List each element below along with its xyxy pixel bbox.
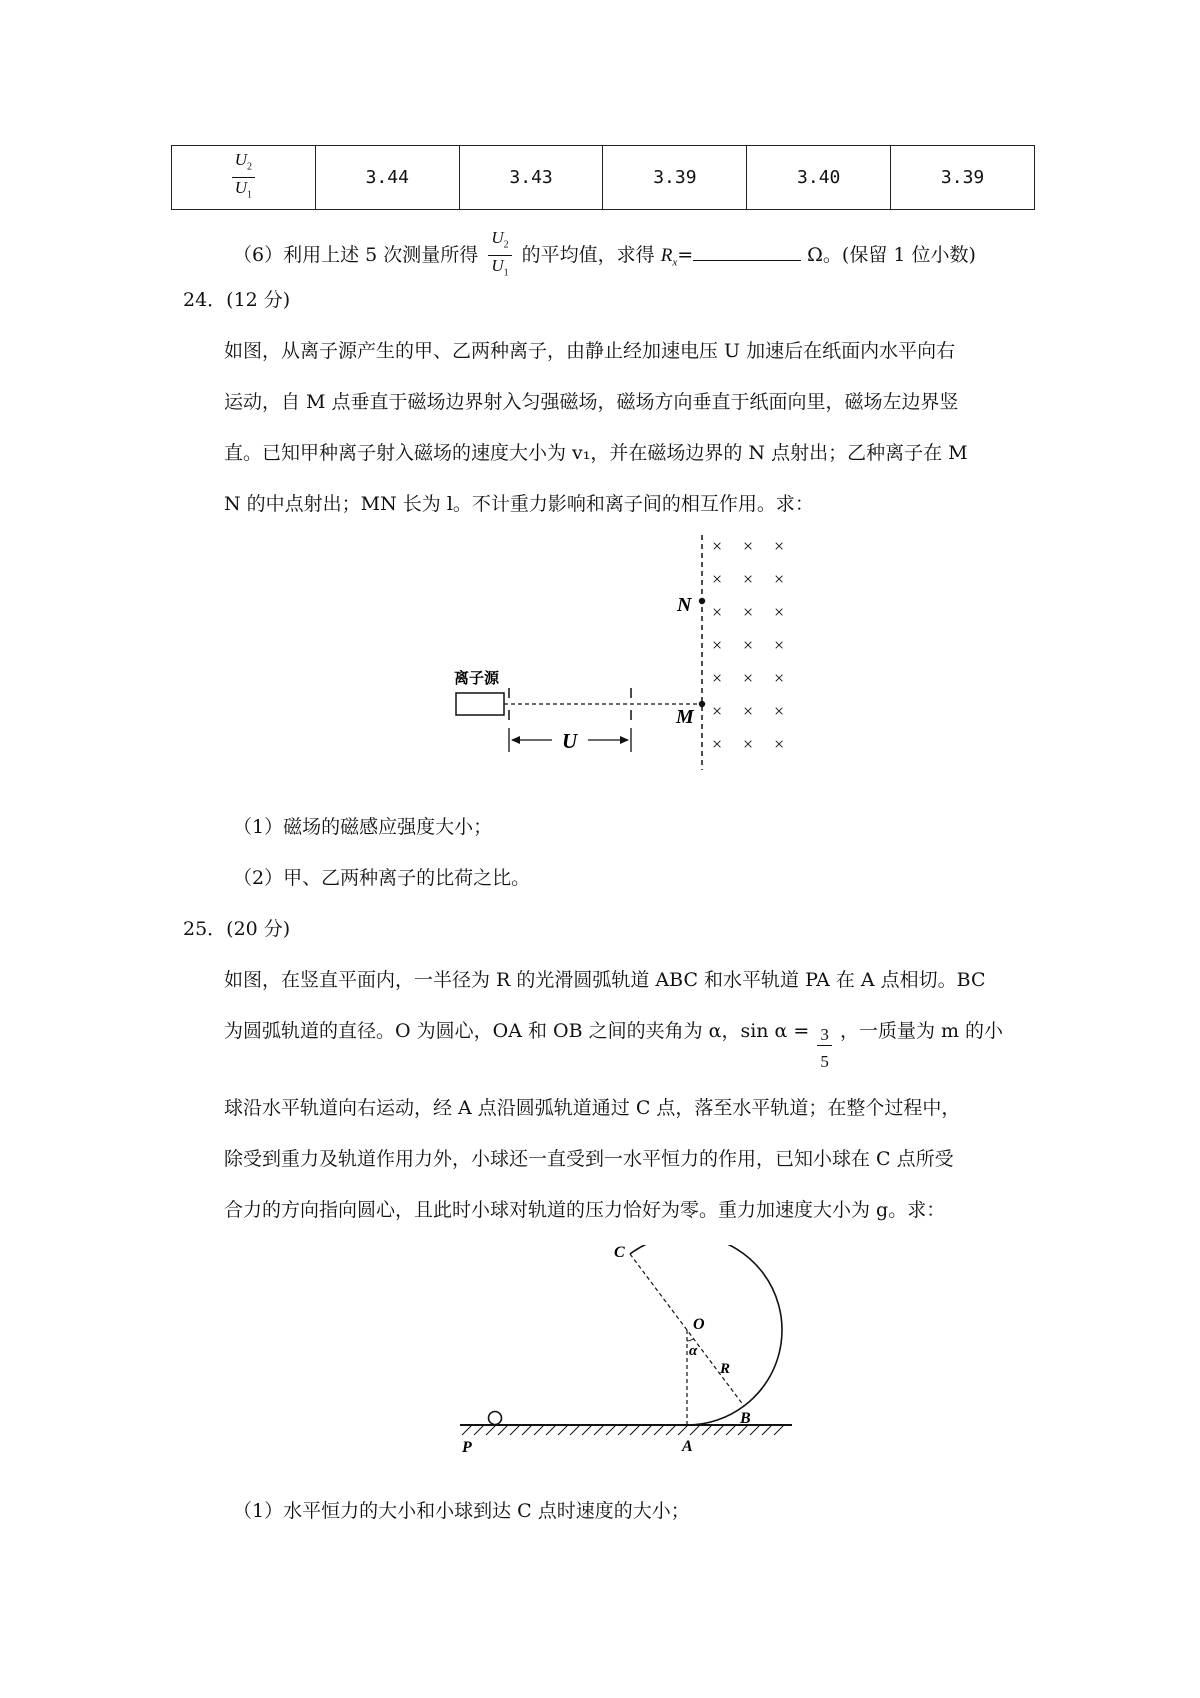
ion-source-label: 离子源	[454, 669, 500, 687]
answer-blank	[693, 242, 801, 261]
field-crosses	[712, 536, 784, 754]
svg-text:×: ×	[712, 668, 723, 688]
ball	[489, 1412, 502, 1425]
svg-text:×: ×	[774, 668, 785, 688]
arc-bc	[630, 1245, 782, 1406]
label-n: N	[677, 594, 692, 616]
svg-text:×: ×	[743, 701, 754, 721]
svg-text:×: ×	[712, 569, 723, 589]
point-n	[699, 598, 705, 604]
table-cell: 3.39	[891, 146, 1035, 210]
svg-text:×: ×	[774, 536, 785, 556]
label-c: C	[614, 1245, 625, 1261]
q25-text-line: 为圆弧轨道的直径。O 为圆心，OA 和 OB 之间的夹角为 α，sin α = $\frac{3}{5}$ ，一质量为 m 的小	[224, 1020, 1004, 1071]
label-o: O	[693, 1316, 705, 1333]
q25-text-line: 合力的方向指向圆心，且此时小球对轨道的压力恰好为零。重力加速度大小为 g。求：	[224, 1199, 946, 1221]
q24-text-line: N 的中点射出；MN 长为 l。不计重力影响和离子间的相互作用。求：	[224, 493, 814, 515]
arc-ab	[687, 1406, 744, 1425]
q25-sub-question: （1）水平恒力的大小和小球到达 C 点时速度的大小；	[233, 1500, 690, 1522]
q25-text-line: 除受到重力及轨道作用力外，小球还一直受到一水平恒力的作用，已知小球在 C 点所受	[224, 1148, 954, 1170]
table-cell: 3.39	[603, 146, 747, 210]
label-alpha: α	[689, 1343, 698, 1359]
table-cell: 3.40	[747, 146, 891, 210]
q25-text-line: 如图，在竖直平面内，一半径为 R 的光滑圆弧轨道 ABC 和水平轨道 PA 在 A 点相切。BC	[224, 969, 986, 991]
svg-text:×: ×	[712, 734, 723, 754]
point-m	[699, 701, 705, 707]
question-6: （6）利用上述 5 次测量所得 $\frac{U_2}{U_1}$ 的平均值，求得 $R_x= \Omega$。(保留 1 位小数)	[233, 228, 976, 284]
q25-text-line: 球沿水平轨道向右运动，经 A 点沿圆弧轨道通过 C 点，落至水平轨道；在整个过程中，	[224, 1097, 961, 1119]
label-r: R	[720, 1361, 731, 1377]
table-header-cell	[172, 146, 316, 210]
table-row	[172, 146, 1035, 210]
svg-text:×: ×	[743, 668, 754, 688]
data-table	[171, 145, 1035, 210]
svg-text:×: ×	[712, 701, 723, 721]
svg-text:×: ×	[774, 602, 785, 622]
circular-track-diagram	[450, 1245, 810, 1465]
label-m: M	[676, 706, 694, 728]
q24-number: 24．(12 分)	[183, 289, 291, 311]
svg-text:×: ×	[712, 602, 723, 622]
label-u: U	[562, 729, 578, 753]
ratio-fraction-inline: $\frac{U_2}{U_1}$	[488, 228, 511, 284]
svg-text:×: ×	[743, 734, 754, 754]
svg-text:×: ×	[774, 701, 785, 721]
ion-source	[456, 693, 504, 715]
magnetic-field-diagram	[440, 530, 820, 780]
table-cell: 3.44	[315, 146, 459, 210]
q24-text-line: 如图，从离子源产生的甲、乙两种离子，由静止经加速电压 U 加速后在纸面内水平向右	[224, 340, 956, 362]
svg-text:×: ×	[712, 635, 723, 655]
svg-text:×: ×	[774, 569, 785, 589]
q25-number: 25．(20 分)	[183, 918, 291, 940]
svg-text:×: ×	[774, 635, 785, 655]
svg-text:×: ×	[743, 536, 754, 556]
sin-fraction: $\frac{3}{5}$	[817, 1025, 832, 1072]
q24-text-line: 直。已知甲种离子射入磁场的速度大小为 v₁，并在磁场边界的 N 点射出；乙种离子在 M	[224, 442, 968, 464]
svg-text:×: ×	[743, 602, 754, 622]
svg-text:×: ×	[712, 536, 723, 556]
table-cell: 3.43	[459, 146, 603, 210]
label-a: A	[682, 1438, 693, 1455]
q24-text-line: 运动，自 M 点垂直于磁场边界射入匀强磁场，磁场方向垂直于纸面向里，磁场左边界竖	[224, 391, 959, 413]
ground-hatch	[462, 1425, 784, 1435]
q24-sub-question: （2）甲、乙两种离子的比荷之比。	[233, 867, 531, 889]
label-p: P	[462, 1439, 472, 1456]
ratio-fraction: $\frac{U_2}{U_1}$	[232, 150, 255, 206]
label-b: B	[740, 1410, 751, 1427]
q24-sub-question: （1）磁场的磁感应强度大小；	[233, 816, 493, 838]
svg-text:×: ×	[774, 734, 785, 754]
svg-text:×: ×	[743, 635, 754, 655]
svg-text:×: ×	[743, 569, 754, 589]
